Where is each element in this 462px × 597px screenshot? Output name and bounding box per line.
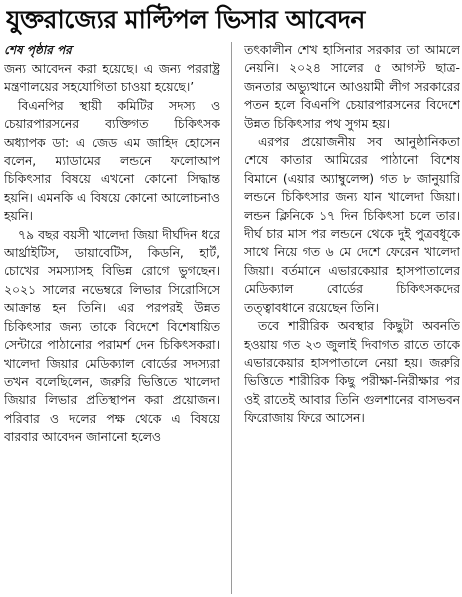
left-column <box>4 41 220 597</box>
paragraph: তৎকালীন শেখ হাসিনার সরকার তা আমলে নেয়নি। ২০২৪ সালের ৫ আগস্ট ছাত্র-জনতার অভ্যুত্থানে আওয়ামী লীগ সরকারের পতন হলে বিএনপি চেয়ারপারসনের বিদেশে উন্নত চিকিৎসার পথ সুগম হয়। <box>244 43 460 131</box>
continued-label: শেষ পৃষ্ঠার পর <box>4 43 72 57</box>
paragraph: এরপর প্রয়োজনীয় সব আনুষ্ঠানিকতা শেষে কাতার আমিরের পাঠানো বিশেষ বিমানে (এয়ার অ্যাম্বুলেন্স) গত ৮ জানুয়ারি লন্ডনে চিকিৎসার জন্য যান খালেদা জিয়া। লন্ডন ক্লিনিকে ১৭ দিন চিকিৎসা চলে তার। দীর্ঘ চার মাস পর লন্ডনে থেকে দুই পুত্রবধূকে সাথে নিয়ে গত ৬ মে দেশে ফেরেন খালেদা জিয়া। বর্তমানে এভারকেয়ার হাসপাতালের মেডিক্যাল বোর্ডের চিকিৎসকদের তত্ত্বাবধানে রয়েছেন তিনি। <box>244 135 460 315</box>
paragraph: বিএনপির স্থায়ী কমিটির সদস্য ও চেয়ারপারসনের ব্যক্তিগত চিকিৎসক অধ্যাপক ডা: এ জেড এম জাহিদ হোসেন বলেন, ম্যাডামের লন্ডনে ফলোআপ চিকিৎসার বিষয়ে এখনো কোনো সিদ্ধান্ত হয়নি। এমনকি এ বিষয়ে কোনো আলোচনাও হয়নি। <box>4 98 220 224</box>
right-column <box>244 41 460 597</box>
headline: যুক্তরাজ্যের মাল্টিপল ভিসার আবেদন <box>6 5 365 34</box>
column-divider <box>231 42 232 594</box>
paragraph: তবে শারীরিক অবস্থার কিছুটা অবনতি হওয়ায় গত ২৩ জুলাই দিবাগত রাতে তাকে এভারকেয়ার হাসপাতালে নেয়া হয়। জরুরি ভিত্তিতে শারীরিক কিছু পরীক্ষা-নিরীক্ষার পর ওই রাতেই আবার তিনি গুলশানের বাসভবন ফিরোজায় ফিরে আসেন। <box>244 319 460 426</box>
paragraph: জন্য আবেদন করা হয়েছে। এ জন্য পররাষ্ট্র মন্ত্রণালয়ের সহযোগিতা চাওয়া হয়েছে।’ <box>4 62 220 95</box>
paragraph: ৭৯ বছর বয়সী খালেদা জিয়া দীর্ঘদিন ধরে আর্থ্রাইটিস, ডায়াবেটিস, কিডনি, হার্ট, চোখের সমস্যাসহ বিভিন্ন রোগে ভুগছেন। ২০২১ সালের নভেম্বরে লিভার সিরোসিসে আক্রান্ত হন তিনি। এর পরপরই উন্নত চিকিৎসার জন্য তাকে বিদেশে বিশেষায়িত সেন্টারে পাঠানোর পরামর্শ দেন চিকিৎসকরা। খালেদা জিয়ার মেডিক্যাল বোর্ডের সদস্যরা তখন বলেছিলেন, জরুরি ভিত্তিতে খালেদা জিয়ার লিভার প্রতিস্থাপন করা প্রয়োজন। পরিবার ও দলের পক্ষ থেকে এ বিষয়ে বারবার আবেদন জানানো হলেও <box>4 227 220 445</box>
